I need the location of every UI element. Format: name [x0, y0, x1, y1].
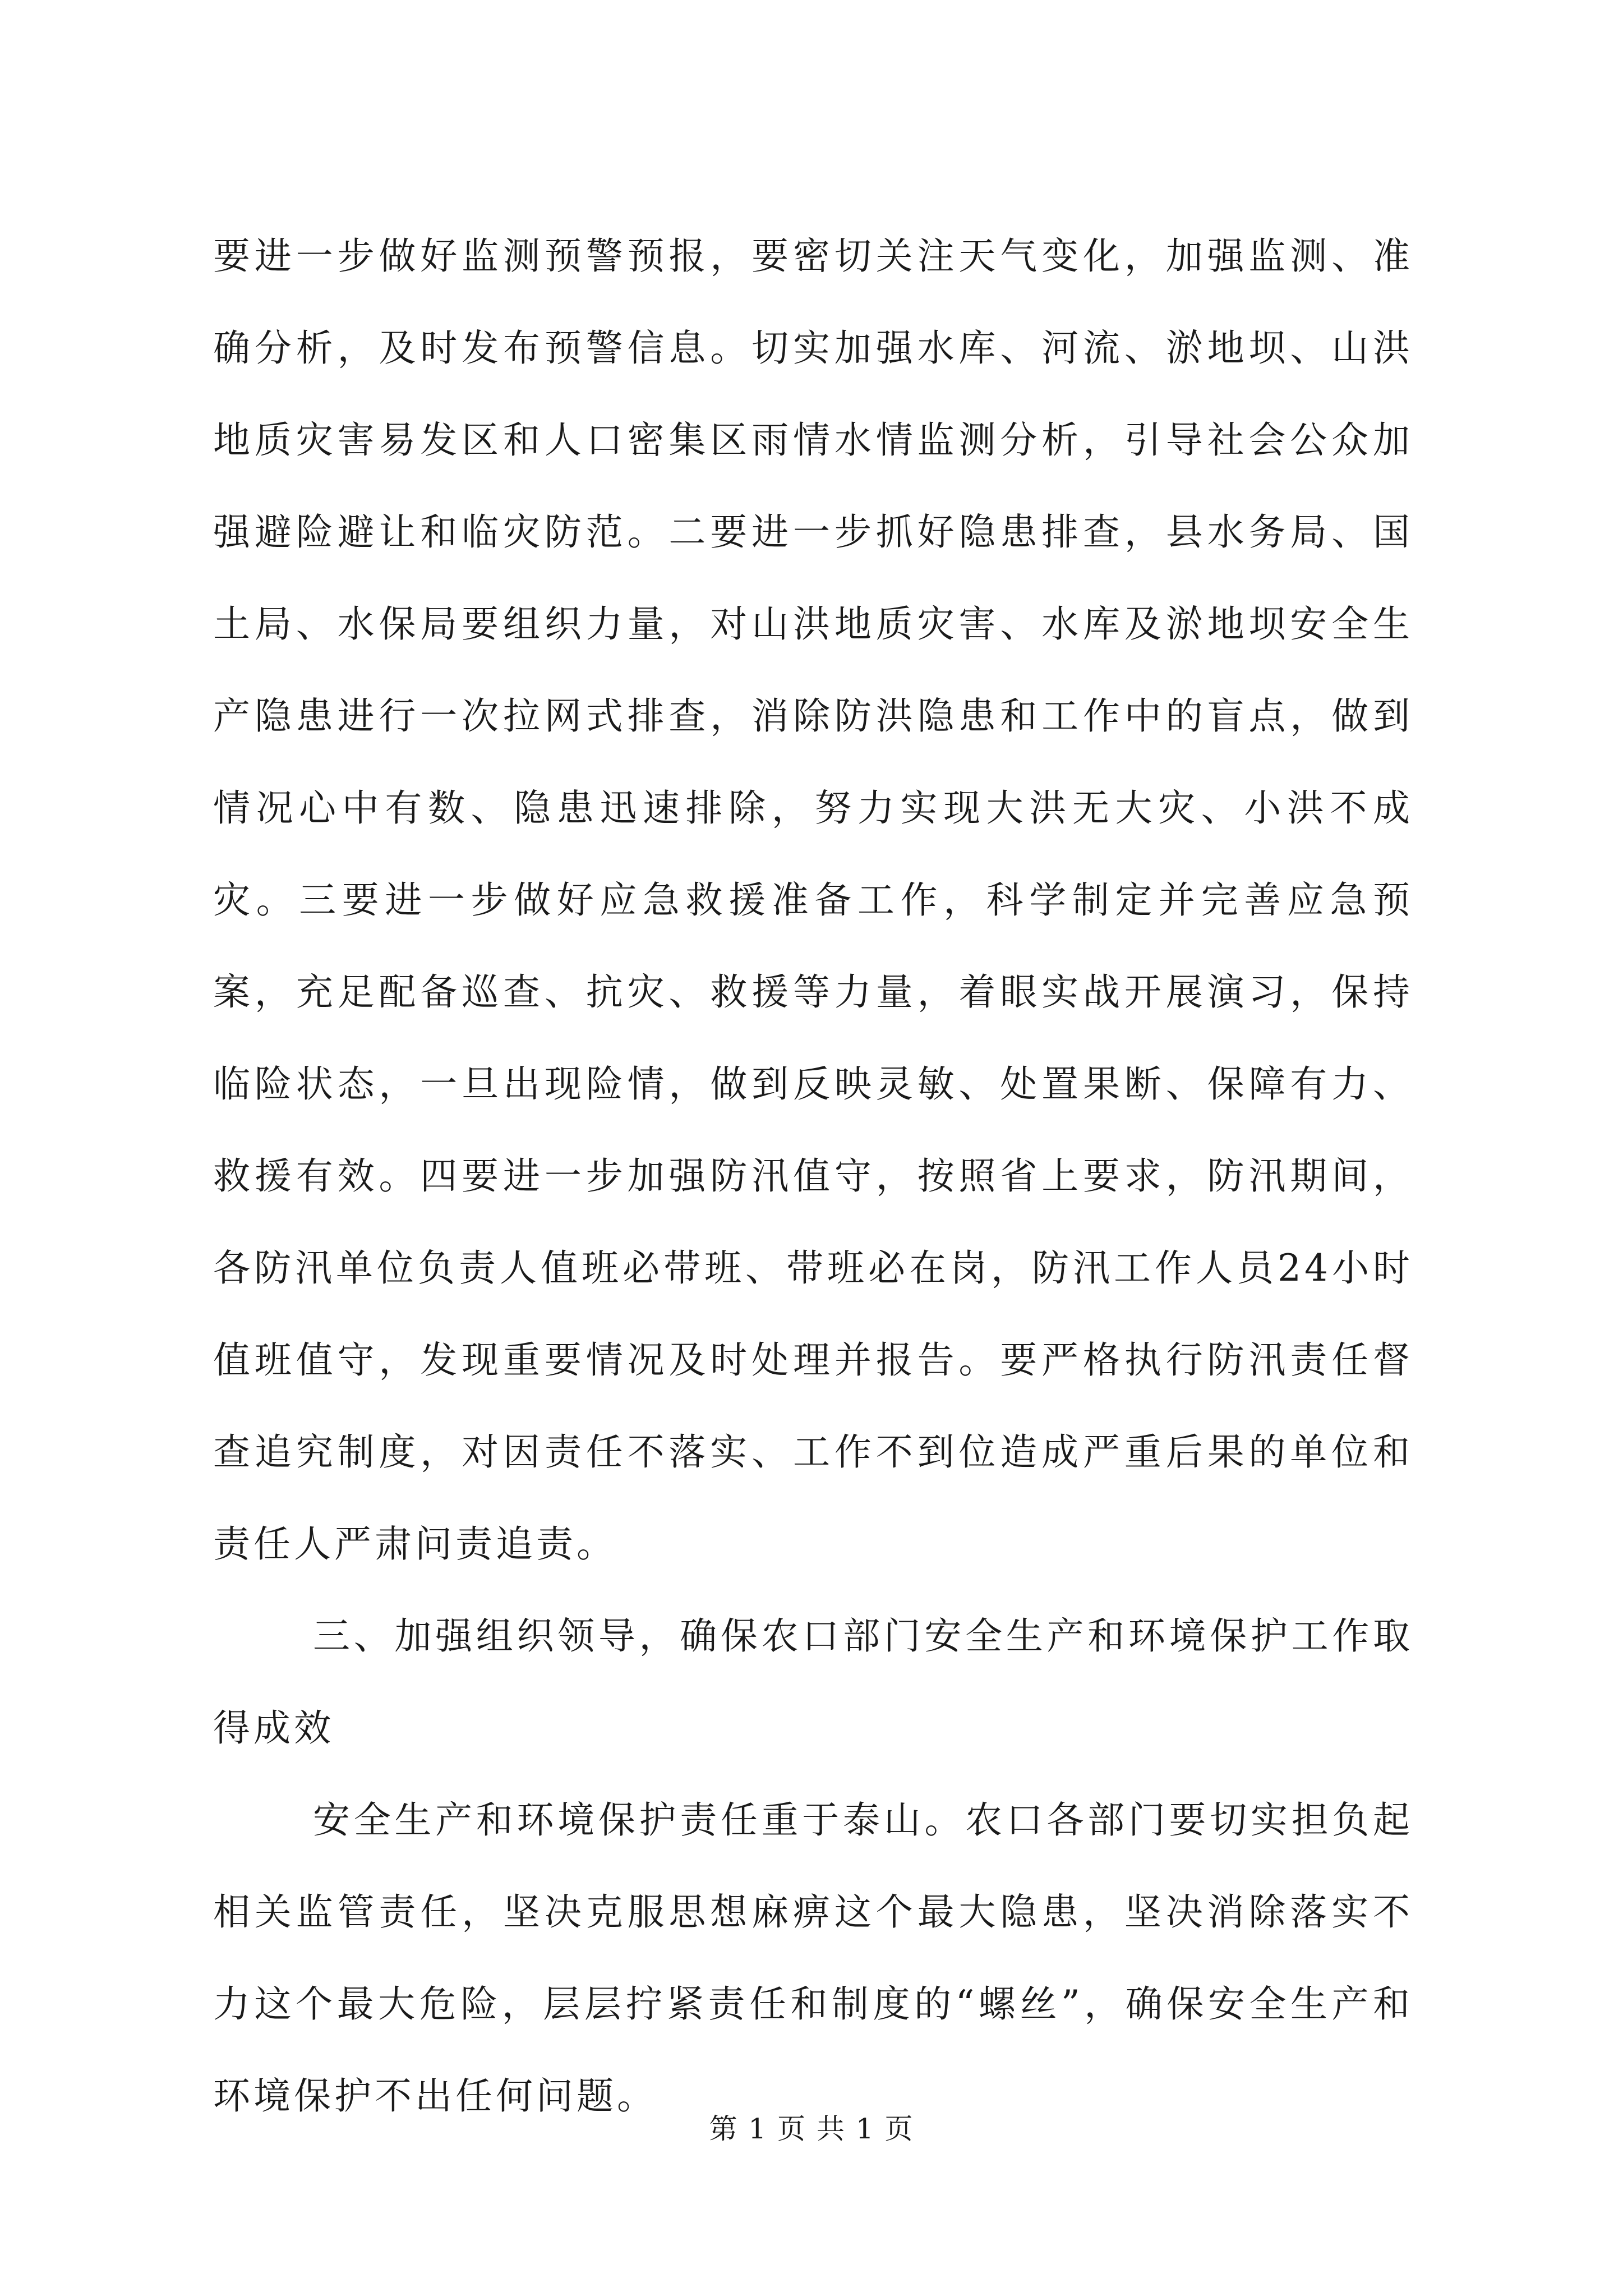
- section-heading-organization-leadership: 三、加强组织领导，确保农口部门安全生产和环境保护工作取得成效: [213, 1614, 1413, 1750]
- body-paragraph-flood-measures: 要进一步做好监测预警预报，要密切关注天气变化，加强监测、准确分析，及时发布预警信息。切实加强水库、河流、淤地坝、山洪地质灾害易发区和人口密集区雨情水情监测分析，引导社会公众加强避险避让和临灾防范。二要进一步抓好隐患排查，县水务局、国土局、水保局要组织力量，对山洪地质灾害、水库及淤地坝安全生产隐患进行一次拉网式排查，消除防洪隐患和工作中的盲点，做到情况心中有数、隐患迅速排除，努力实现大洪无大灾、小洪不成灾。三要进一步做好应急救援准备工作，科学制定并完善应急预案，充足配备巡查、抗灾、救援等力量，着眼实战开展演习，保持临险状态，一旦出现险情，做到反映灵敏、处置果断、保障有力、救援有效。四要进一步加强防汛值守，按照省上要求，防汛期间，各防汛单位负责人值班必带班、带班必在岗，防汛工作人员24小时值班值守，发现重要情况及时处理并报告。要严格执行防汛责任督查追究制度，对因责任不落实、工作不到位造成严重后果的单位和责任人严肃问责追责。: [213, 234, 1413, 1566]
- page-number-footer: 第 1 页 共 1 页: [709, 2113, 914, 2145]
- document-body: [213, 210, 1413, 2142]
- body-paragraph-safety-responsibility: 安全生产和环境保护责任重于泰山。农口各部门要切实担负起相关监管责任，坚决克服思想麻痹这个最大隐患，坚决消除落实不力这个最大危险，层层拧紧责任和制度的“螺丝”，确保安全生产和环境保护不出任何问题。: [213, 1798, 1413, 2118]
